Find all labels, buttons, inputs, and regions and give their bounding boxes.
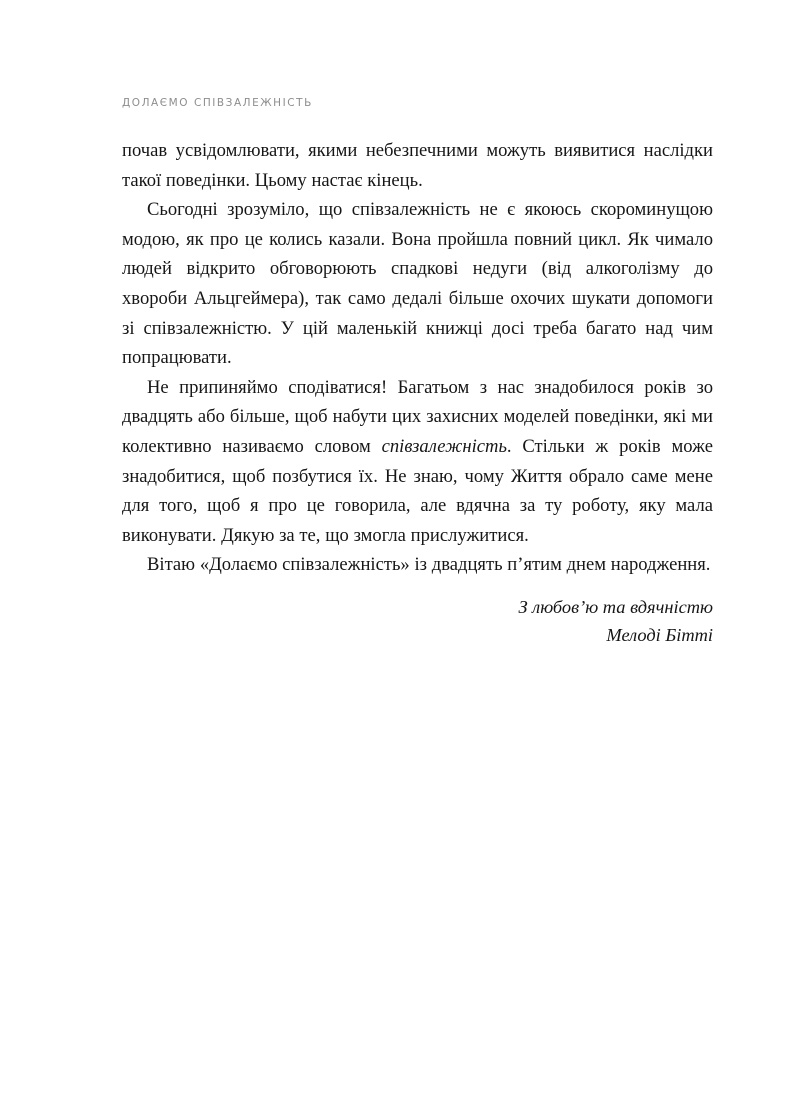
paragraph-4: Вітаю «Долаємо співзалежність» із двадцять п’ятим днем народження. [147, 554, 711, 576]
running-head: ДОЛАЄМО СПІВЗАЛЕЖНІСТЬ [122, 97, 313, 109]
body-text-block [122, 136, 713, 580]
signature-author-name: Мелоді Бітті [606, 624, 713, 645]
signature-closing: З любов’ю та вдячністю [518, 597, 713, 617]
signature-block [122, 594, 713, 649]
paragraph-3 [122, 373, 713, 551]
paragraph-3-text-before: Не припиняймо сподіватися! Багатьом з нас знадобилося років зо двадцять або більше, щоб набути цих захисних моделей поведінки, які ми колективно називаємо словом [122, 376, 713, 457]
paragraph-3-text-after: . Стільки ж років може знадобитися, щоб позбутися їх. Не знаю, чому Життя обрало саме мене для того, щоб я про це говорила, але вдячна за ту роботу, яку мала виконувати. Дякую за те, що змогла прислужитися. [122, 435, 713, 546]
paragraph-1: почав усвідомлювати, якими небезпечними можуть виявитися наслідки такої поведінки. Цьому настає кінець. [122, 140, 713, 191]
paragraph-2: Сьогодні зрозуміло, що співзалежність не є якоюсь скороминущою модою, як про це колись казали. Вона пройшла повний цикл. Як чимало людей відкрито обговорюють спадкові недуги (від алкоголізму до хвороби Альцгеймера), так само дедалі більше охочих шукати допомоги зі співзалежністю. У цій маленькій книжці досі треба багато над чим попрацювати. [122, 199, 713, 369]
emphasized-term: співзалежність [381, 435, 507, 457]
